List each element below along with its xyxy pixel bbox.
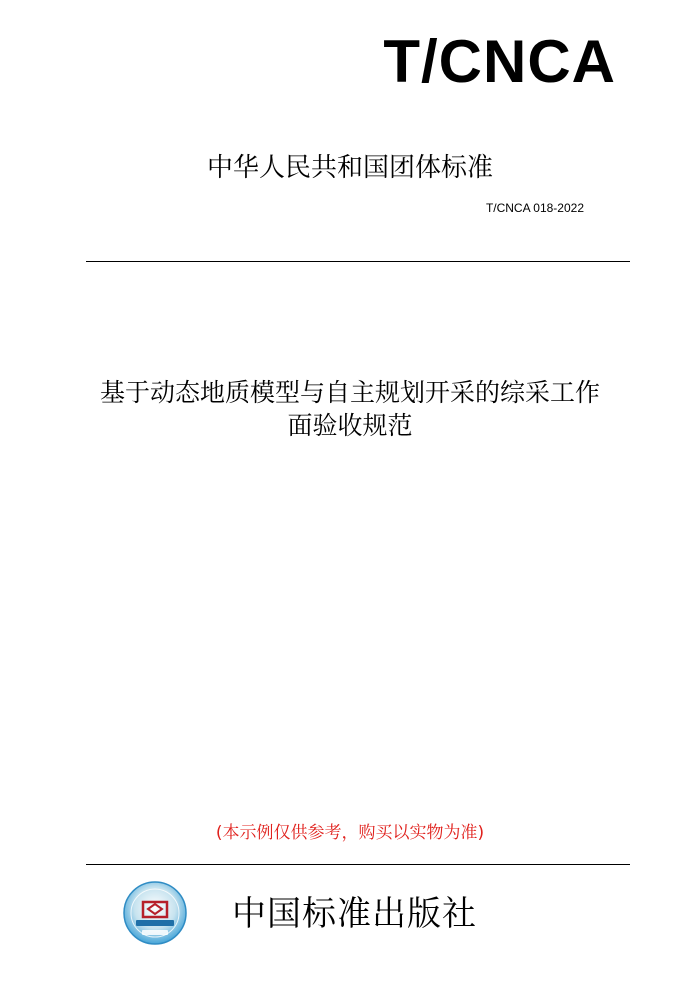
standard-category: 中华人民共和国团体标准 [206,153,493,183]
bottom-divider [86,864,630,865]
document-title-line-1: 基于动态地质模型与自主规划开采的综采工作 [99,378,600,407]
standard-code-mark: T/CNCA [383,28,616,95]
publisher-seal-icon [122,880,188,946]
document-title [0,376,700,442]
standard-number: T/CNCA 018-2022 [485,201,584,215]
sample-notice: (本示例仅供参考，购买以实物为准) [215,823,485,843]
top-divider [86,261,630,262]
publisher-name: 中国标准出版社 [232,894,477,934]
document-title-line-2: 面验收规范 [287,411,413,440]
